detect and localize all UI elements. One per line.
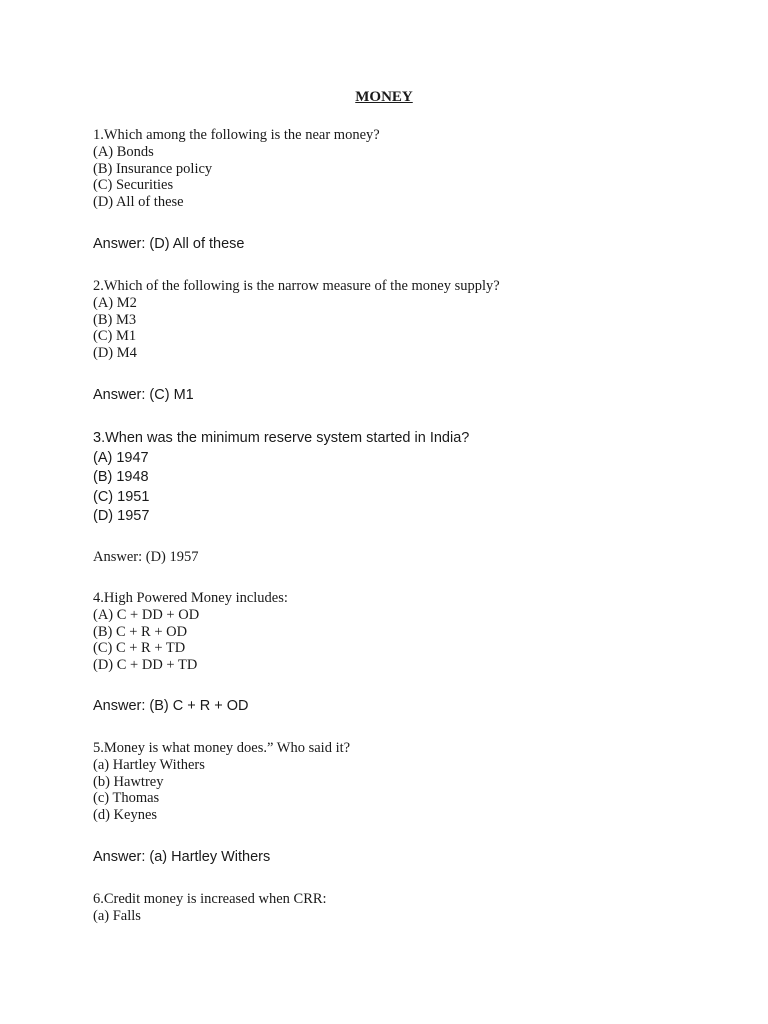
option-b: (B) C + R + OD [93,623,188,640]
page-title: MONEY [355,89,413,105]
question-4 [93,590,713,674]
answer-1: Answer: (D) All of these [93,236,245,252]
question-2 [93,278,713,362]
question-3 [93,429,713,527]
option-b: (B) Insurance policy [93,160,213,177]
question-5 [93,740,713,824]
option-c: (C) Securities [93,177,174,194]
option-a: (a) Hartley Withers [93,756,205,773]
option-c: (C) M1 [93,328,137,345]
option-d: (D) All of these [93,194,184,211]
answer-4: Answer: (B) C + R + OD [93,698,249,714]
option-b: (b) Hawtrey [93,773,164,790]
option-c: (C) C + R + TD [93,640,186,657]
option-a: (a) Falls [93,907,141,924]
option-a: (A) M2 [93,294,137,311]
option-c: (c) Thomas [93,790,160,807]
question-text: 5.Money is what money does.” Who said it? [93,740,351,756]
option-d: (D) M4 [93,345,137,362]
question-text: 6.Credit money is increased when CRR: [93,891,327,907]
option-b: (B) 1948 [93,469,149,485]
option-d: (d) Keynes [93,807,158,824]
answer-5: Answer: (a) Hartley Withers [93,849,271,865]
option-c: (C) 1951 [93,488,150,505]
question-text: 4.High Powered Money includes: [93,590,288,606]
answer-3: Answer: (D) 1957 [93,549,199,565]
option-b: (B) M3 [93,311,137,328]
option-d: (D) 1957 [93,508,150,524]
option-a: (A) 1947 [93,449,149,466]
question-text: 3.When was the minimum reserve system started in India? [93,430,470,446]
option-a: (A) C + DD + OD [93,606,200,623]
question-1 [93,127,713,211]
answer-2: Answer: (C) M1 [93,387,194,403]
option-d: (D) C + DD + TD [93,657,198,674]
option-a: (A) Bonds [93,143,154,160]
question-6 [93,891,713,925]
question-text: 2.Which of the following is the narrow measure of the money supply? [93,278,500,294]
question-text: 1.Which among the following is the near money? [93,127,380,143]
